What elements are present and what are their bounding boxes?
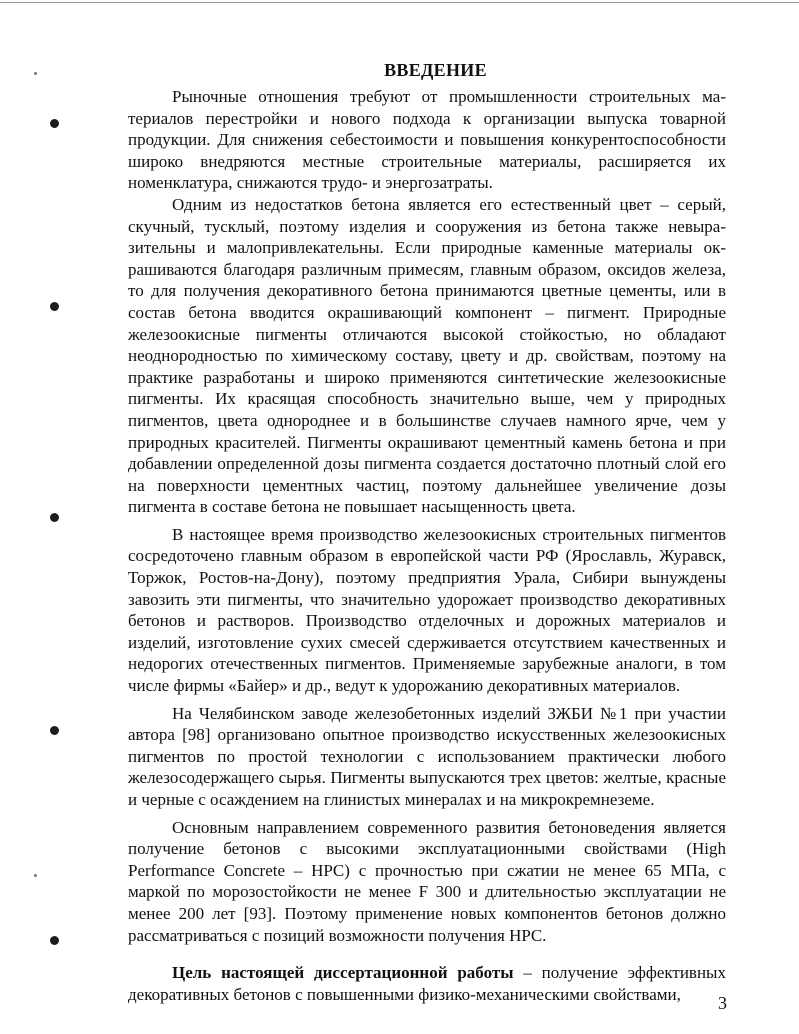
binder-hole-mark [50,302,59,311]
paragraph-market: Рыночные отношения требуют от промышленности строительных материалов перестройки и нового подхода к организации выпуска товарной продукции. Для снижения себестоимости и повышения конкурентоспособности широко внедряются местные строительные материалы, расширяется их номенклатура, снижаются трудо- и энергозатраты. [128,87,726,193]
page-number: 3 [718,993,727,1013]
scan-speck [34,874,37,877]
document-body [128,86,726,1005]
scan-top-edge [0,2,799,3]
paragraph-chelyabinsk-plant: На Челябинском заводе железобетонных изделий ЗЖБИ №1 при участии автора [98] организовано опытное производство искусственных железоокисных пигментов по простой технологии с использованием практически любого железосодержащего сырья. Пигменты выпускаются трех цветов: желтые, красные и черные с осаждением на глинистых минералах и на микрокремнеземе. [128,703,726,809]
paragraph-hpc: Основным направлением современного развития бетоноведения является получение бетонов с высокими эксплуатационными свойствами (High Performance Concrete – HPC) с прочностью при сжатии не менее 65 МПа, с маркой по морозостойкости не менее F 300 и длительностью эксплуатации не менее 200 лет [93]. Поэтому применение новых компонентов бетонов должно рассматриваться с позиций возможности получения HPC. [128,817,726,945]
binder-hole-mark [50,119,59,128]
research-goal-lead: Цель настоящей диссертационной работы [172,963,514,983]
binder-hole-mark [50,513,59,522]
research-goal-text: – получение эффективных декоративных бетонов с повышенными физико-механическими свойствами, [128,963,726,1004]
paragraph-pigment-production: В настоящее время производство железоокисных строительных пигментов сосредоточено главным образом в европейской части РФ (Ярославль, Журавск, Торжок, Ростов-на-Дону), поэтому предприятия Урала, Сибири вынуждены завозить эти пигменты, что значительно удорожает производство декоративных бетонов и растворов. Производство отделочных и дорожных материалов и изделий, изготовление сухих смесей сдерживается отсутствием качественных и недорогих отечественных пигментов. Применяемые зарубежные аналоги, в том числе фирмы «Байер» и др., ведут к удорожанию декоративных материалов. [128,524,726,696]
paragraph-research-goal [128,962,726,1005]
binder-hole-mark [50,726,59,735]
binder-hole-mark [50,936,59,945]
page-title: ВВЕДЕНИЕ [384,60,487,81]
paragraph-concrete-color: Одним из недостатков бетона является его естественный цвет – серый, скучный, тусклый, поэтому изделия и сооружения из бетона также невыразительны и малопривлекательны. Если природные каменные материалы окрашиваются благодаря различным примесям, главным образом, оксидов железа, то для получения декоративного бетона принимаются цветные цементы, или в состав бетона вводится окрашивающий компонент – пигмент. Природные железоокисные пигменты отличаются высокой стойкостью, но обладают неоднородностью по химическому составу, цвету и др. свойствам, поэтому на практике разработаны и широко применяются синтетические железоокисные пигменты. Их красящая способность значительно выше, чем у природных пигментов, цвета однороднее и в большинстве случаев намного ярче, чем у природных красителей. Пигменты окрашивают цементный камень бетона и при добавлении определенной дозы пигмента создается достаточно плотный слой его на поверхности цементных частиц, поэтому дальнейшее увеличение дозы пигмента в составе бетона не повышает насыщенность цвета. [128,194,726,517]
